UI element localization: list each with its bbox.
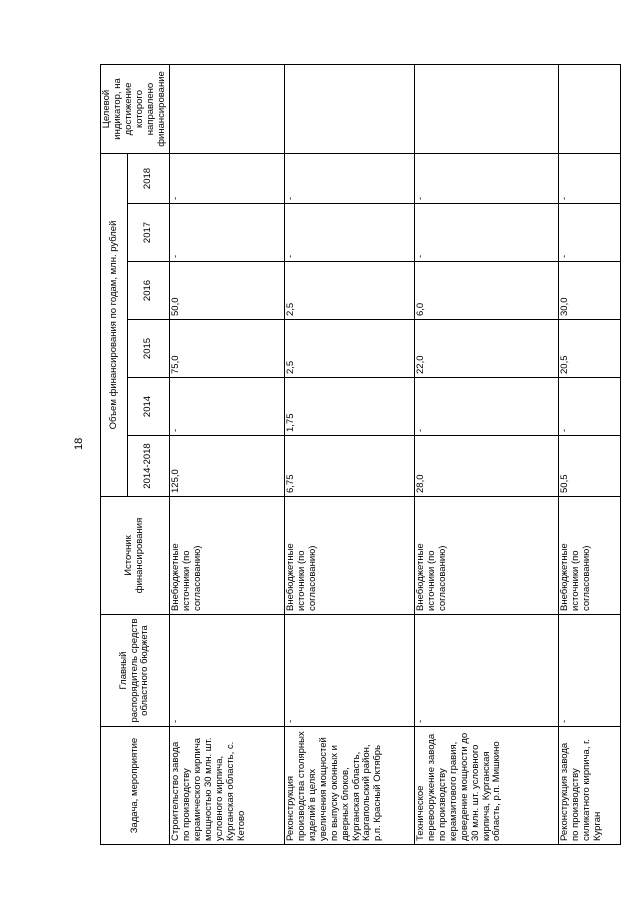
- header-task: Задача, мероприятие: [101, 727, 170, 845]
- header-row-1: [101, 65, 128, 845]
- table-row: [559, 65, 621, 845]
- task-cell: Реконструкция производства столярных изделий в целях увеличения мощностей по выпуску оконных и дверных блоков, Курганская область, Каргапольский район, р.п. Красный Октябрь: [285, 727, 415, 845]
- source-cell: Внебюджетные источники (по согласованию): [170, 497, 285, 615]
- header-year: 2016: [128, 262, 170, 320]
- manager-cell: -: [559, 615, 621, 727]
- value-cell: 6,75: [285, 436, 415, 497]
- task-cell: Техническое перевооружение завода по производству керамзитового гравия, доведение мощности до 30 млн. шт. условного кирпича, Курганская область, р.п. Мишкино: [415, 727, 559, 845]
- value-cell: -: [559, 378, 621, 436]
- value-cell: 22,0: [415, 320, 559, 378]
- manager-cell: -: [285, 615, 415, 727]
- value-cell: -: [559, 154, 621, 204]
- table-row: [415, 65, 559, 845]
- header-indicator: Целевой индикатор, на достижение которого направлено финансирование: [101, 65, 170, 154]
- table-row: [285, 65, 415, 845]
- header-year: 2014-2018: [128, 436, 170, 497]
- value-cell: 2,5: [285, 262, 415, 320]
- source-cell: Внебюджетные источники (по согласованию): [415, 497, 559, 615]
- value-cell: -: [285, 204, 415, 262]
- value-cell: 50,5: [559, 436, 621, 497]
- value-cell: 125,0: [170, 436, 285, 497]
- value-cell: -: [415, 378, 559, 436]
- rotated-page: [100, 65, 620, 845]
- financing-table: [100, 64, 621, 845]
- source-cell: Внебюджетные источники (по согласованию): [285, 497, 415, 615]
- value-cell: -: [170, 378, 285, 436]
- value-cell: 75,0: [170, 320, 285, 378]
- header-year: 2018: [128, 154, 170, 204]
- task-cell: Реконструкция завода по производству силикатного кирпича, г. Курган: [559, 727, 621, 845]
- table-row: [170, 65, 285, 845]
- value-cell: 20,5: [559, 320, 621, 378]
- value-cell: -: [170, 154, 285, 204]
- value-cell: 6,0: [415, 262, 559, 320]
- value-cell: -: [415, 204, 559, 262]
- value-cell: 28,0: [415, 436, 559, 497]
- manager-cell: -: [415, 615, 559, 727]
- value-cell: 2,5: [285, 320, 415, 378]
- header-year: 2014: [128, 378, 170, 436]
- value-cell: -: [415, 154, 559, 204]
- indicator-cell: [559, 65, 621, 154]
- value-cell: -: [559, 204, 621, 262]
- value-cell: 1,75: [285, 378, 415, 436]
- header-manager: Главный распорядитель средств областного бюджета: [101, 615, 170, 727]
- header-year: 2015: [128, 320, 170, 378]
- indicator-cell: [170, 65, 285, 154]
- indicator-cell: [285, 65, 415, 154]
- source-cell: Внебюджетные источники (по согласованию): [559, 497, 621, 615]
- header-source: Источник финансирования: [101, 497, 170, 615]
- header-volume: Объем финансирования по годам, млн. рублей: [101, 154, 128, 497]
- manager-cell: -: [170, 615, 285, 727]
- value-cell: 50,0: [170, 262, 285, 320]
- header-year: 2017: [128, 204, 170, 262]
- page-number: 18: [73, 437, 85, 450]
- task-cell: Строительство завода по производству керамического кирпича мощностью 30 млн. шт. условного кирпича, Курганская область, с. Кетово: [170, 727, 285, 845]
- indicator-cell: [415, 65, 559, 154]
- value-cell: -: [285, 154, 415, 204]
- value-cell: 30,0: [559, 262, 621, 320]
- value-cell: -: [170, 204, 285, 262]
